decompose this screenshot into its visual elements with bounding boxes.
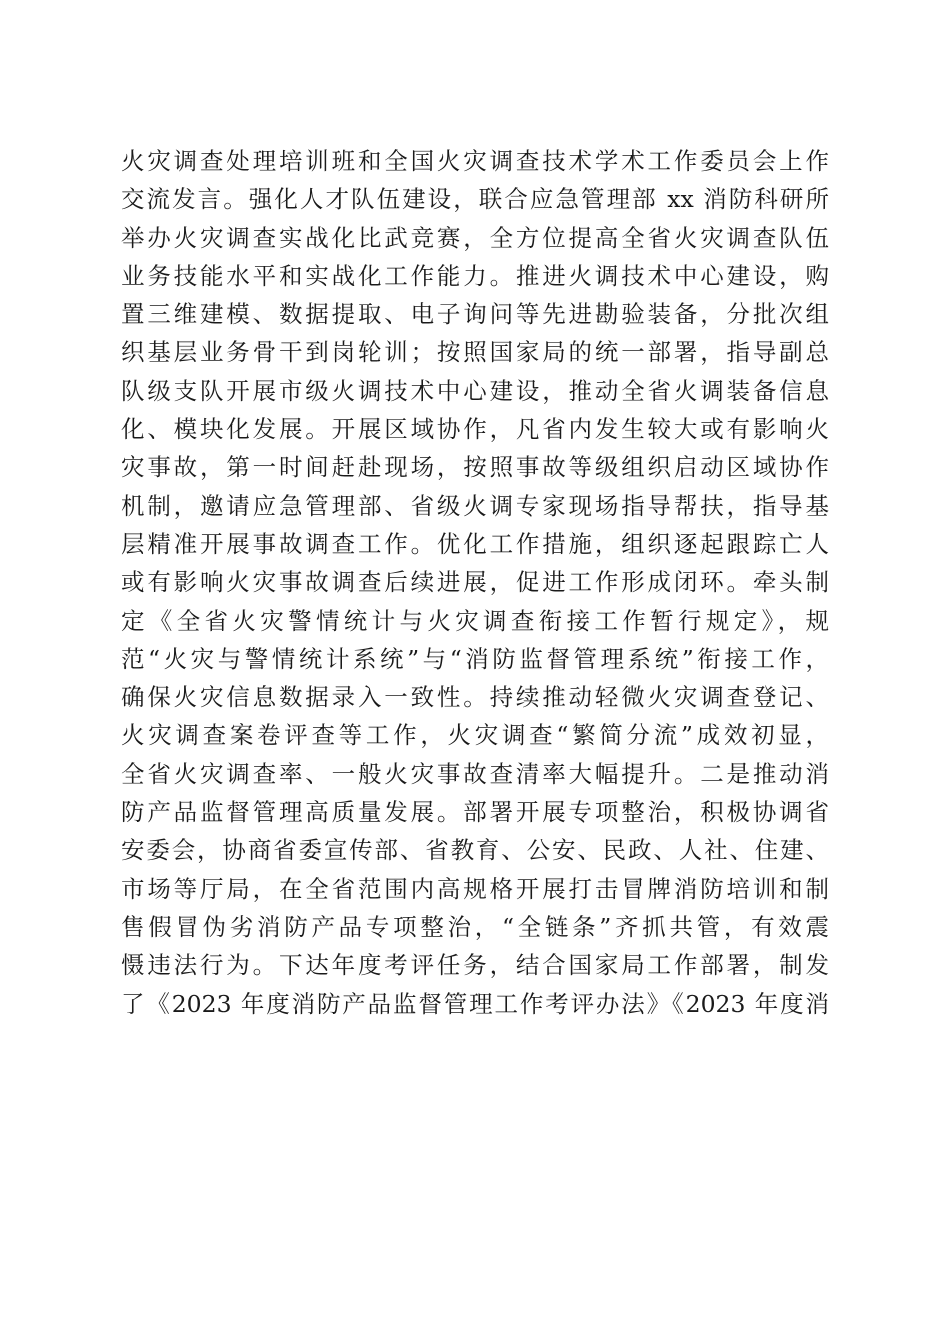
text-line: 慑违法行为。下达年度考评任务，结合国家局工作部署，制发: [121, 951, 829, 980]
text-line: 化、模块化发展。开展区域协作，凡省内发生较大或有影响火: [121, 415, 829, 444]
text-line: 全省火灾调查率、一般火灾事故查清率大幅提升。二是推动消: [121, 759, 829, 788]
text-line: 确保火灾信息数据录入一致性。持续推动轻微火灾调查登记、: [121, 683, 829, 712]
text-line: 防产品监督管理高质量发展。部署开展专项整治，积极协调省: [121, 798, 829, 827]
text-line: 交流发言。强化人才队伍建设，联合应急管理部 xx 消防科研所: [121, 185, 829, 214]
text-line: 安委会，协商省委宣传部、省教育、公安、民政、人社、住建、: [121, 836, 829, 865]
text-line: 机制，邀请应急管理部、省级火调专家现场指导帮扶，指导基: [121, 491, 829, 520]
text-line: 业务技能水平和实战化工作能力。推进火调技术中心建设，购: [121, 261, 829, 290]
text-line: 火灾调查案卷评查等工作，火灾调查“繁简分流”成效初显，: [121, 721, 829, 750]
text-line: 火灾调查处理培训班和全国火灾调查技术学术工作委员会上作: [121, 147, 829, 175]
text-line: 定《全省火灾警情统计与火灾调查衔接工作暂行规定》，规: [121, 606, 829, 635]
text-line: 举办火灾调查实战化比武竞赛，全方位提高全省火灾调查队伍: [121, 223, 829, 252]
text-line: 或有影响火灾事故调查后续进展，促进工作形成闭环。牵头制: [121, 568, 829, 597]
body-paragraph: [121, 142, 829, 1023]
text-line: 售假冒伪劣消防产品专项整治，“全链条”齐抓共管，有效震: [121, 912, 829, 941]
text-line: 范“火灾与警情统计系统”与“消防监督管理系统”衔接工作，: [121, 644, 829, 673]
text-line: 置三维建模、数据提取、电子询问等先进勘验装备，分批次组: [121, 300, 829, 329]
text-line: 灾事故，第一时间赶赴现场，按照事故等级组织启动区域协作: [121, 453, 829, 482]
text-line: 了《2023 年度消防产品监督管理工作考评办法》《2023 年度消: [121, 989, 829, 1018]
text-line: 层精准开展事故调查工作。优化工作措施，组织逐起跟踪亡人: [121, 529, 829, 558]
text-line: 队级支队开展市级火调技术中心建设，推动全省火调装备信息: [121, 376, 829, 405]
text-line: 织基层业务骨干到岗轮训；按照国家局的统一部署，指导副总: [121, 338, 829, 367]
text-line: 市场等厅局，在全省范围内高规格开展打击冒牌消防培训和制: [121, 874, 829, 903]
